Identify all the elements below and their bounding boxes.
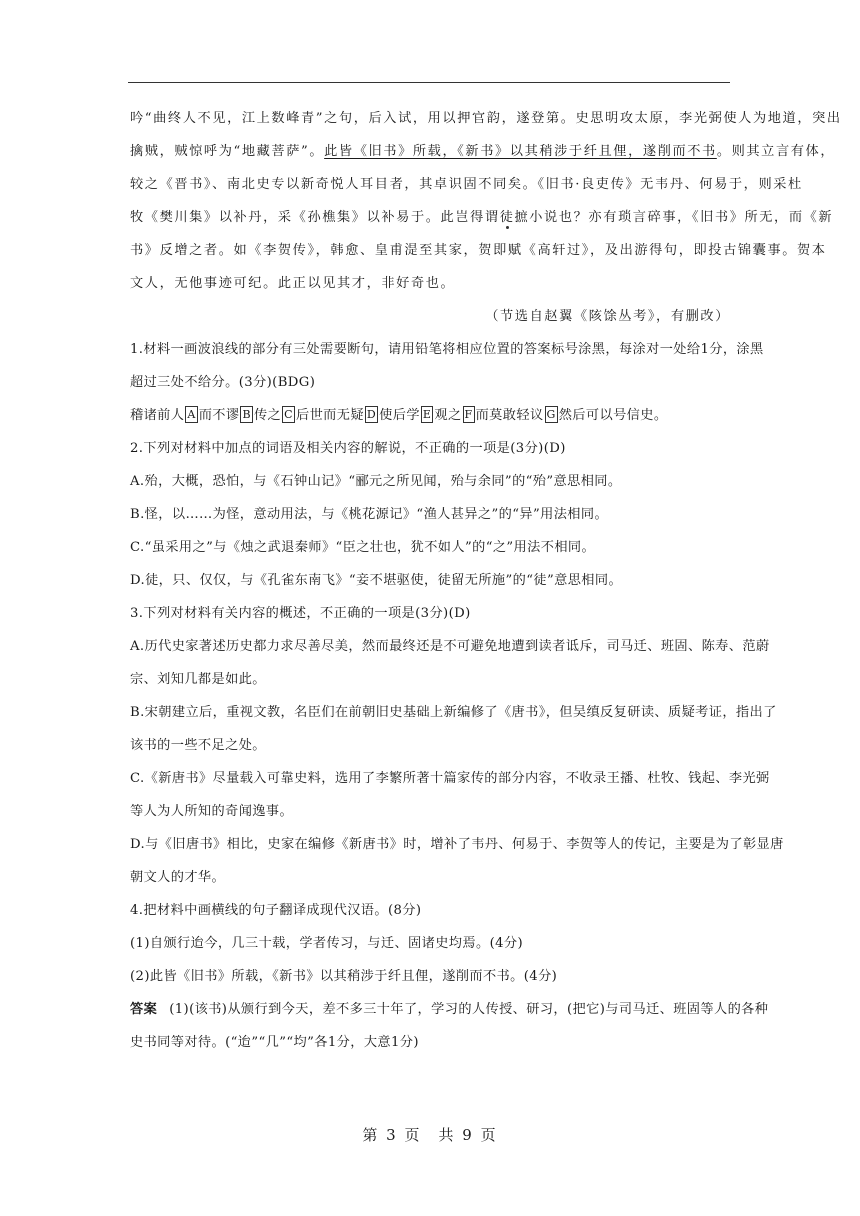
answer-box-d[interactable]: D	[366, 408, 377, 421]
translation-item-1: (1)自颁行迨今，几三十载，学者传习，与迁、固诸史均焉。(4分)	[130, 936, 524, 951]
question-4	[130, 894, 730, 993]
answer-label: 答案	[130, 1002, 158, 1017]
underlined-sentence: 此皆《旧书》所载，《新书》以其稍涉于纤且俚，遂削而不书	[324, 144, 717, 159]
question-stem: 4.把材料中画横线的句子翻译成现代汉语。(8分)	[130, 903, 422, 918]
passage-line: 吟“曲终人不见，江上数峰青”之句，后入试，用以押官韵，遂登第。史思明攻太原，李光弼使人为地道，突出	[130, 111, 842, 126]
segment: 稽诸前人	[130, 408, 185, 423]
passage	[130, 102, 842, 333]
option-a: A.殆，大概，恐怕，与《石钟山记》“郦元之所见闻，殆与余同”的“殆”意思相同。	[130, 474, 622, 489]
passage-line	[130, 201, 834, 234]
option-b: B.怪，以……为怪，意动用法，与《桃花源记》“渔人甚异之”的“异”用法相同。	[130, 507, 609, 522]
answer-box-g[interactable]: G	[546, 408, 556, 421]
answer-box-b[interactable]: B	[242, 408, 251, 421]
dotted-word: 徒	[499, 210, 515, 225]
passage-line: 较之《晋书》、南北史专以新奇悦人耳目者，其卓识固不同矣。《旧书·良吏传》无韦丹、何易于，则采杜	[130, 177, 803, 192]
option-b-cont: 该书的一些不足之处。	[130, 738, 266, 753]
answer-box-a[interactable]: A	[187, 408, 196, 421]
question-stem: 超过三处不给分。(3分)(BDG)	[130, 375, 316, 390]
answer-box-f[interactable]: F	[464, 408, 473, 421]
passage-text: 摭小说也？亦有琐言碎事，《旧书》所无，而《新	[514, 210, 834, 225]
segment: 后世而无疑	[295, 408, 364, 423]
source-citation: （节选自赵翼《陔馀丛考》，有删改）	[485, 309, 730, 324]
answer-line: 史书同等对待。(“迨”“几”“均”各1分，大意1分)	[130, 1035, 419, 1050]
passage-line: 书》反增之者。如《李贺传》，韩愈、皇甫湜至其家，贺即赋《高轩过》，及出游得句，即投古锦囊事。贺本	[130, 243, 827, 258]
option-c: C.“虽采用之”与《烛之武退秦师》“臣之壮也，犹不如人”的“之”用法不相同。	[130, 540, 596, 555]
answer-line	[130, 993, 769, 1026]
question-stem: 1.材料一画波浪线的部分有三处需要断句，请用铅笔将相应位置的答案标号涂黑，每涂对一处给1分，涂黑	[130, 342, 764, 357]
segment: 而不谬	[198, 408, 240, 423]
header-rule	[128, 82, 730, 83]
option-c: C.《新唐书》尽量载入可靠史料，选用了李繁所著十篇家传的部分内容，不收录王播、杜牧、钱起、李光弼	[130, 771, 770, 786]
passage-text: 擒贼，贼惊呼为“地藏菩萨”。	[130, 144, 325, 159]
segment: 观之	[434, 408, 462, 423]
option-a: A.历代史家著述历史都力求尽善尽美，然而最终还是不可避免地遭到读者诋斥，司马迁、班固、陈寿、范蔚	[130, 639, 770, 654]
punctuation-line	[130, 399, 730, 432]
segment: 然后可以号信史。	[558, 408, 668, 423]
segment: 而莫敢轻议	[475, 408, 544, 423]
translation-item-2: (2)此皆《旧书》所载，《新书》以其稍涉于纤且俚，遂削而不书。(4分)	[130, 969, 558, 984]
question-3	[130, 597, 784, 894]
question-1	[130, 333, 764, 432]
option-a-cont: 宗、刘知几都是如此。	[130, 672, 266, 687]
answer-text: (1)(该书)从颁行到今天，差不多三十年了，学习的人传授、研习，(把它)与司马迁、班固等人的各种	[169, 1002, 769, 1017]
option-d: D.徒，只、仅仅，与《孔雀东南飞》“妾不堪驱使，徒留无所施”的“徒”意思相同。	[130, 573, 623, 588]
option-c-cont: 等人为人所知的奇闻逸事。	[130, 804, 294, 819]
passage-text: 牧《樊川集》以补丹，采《孙樵集》以补易于。此岂得谓	[130, 210, 500, 225]
option-d: D.与《旧唐书》相比，史家在编修《新唐书》时，增补了韦丹、何易于、李贺等人的传记，主要是为了彰显唐	[130, 837, 784, 852]
question-stem: 2.下列对材料中加点的词语及相关内容的解说，不正确的一项是(3分)(D)	[130, 441, 566, 456]
passage-line: 文人，无他事迹可纪。此正以见其才，非好奇也。	[130, 276, 456, 291]
question-2	[130, 432, 730, 597]
answer-box-c[interactable]: C	[284, 408, 293, 421]
answer-block	[130, 993, 769, 1059]
passage-text: 。则其立言有体，	[716, 144, 836, 159]
option-b: B.宋朝建立后，重视文教，名臣们在前朝旧史基础上新编修了《唐书》，但吴缜反复研读、质疑考证，指出了	[130, 705, 777, 720]
page-footer: 第 3 页 共 9 页	[362, 1126, 498, 1144]
passage-line	[130, 135, 836, 168]
answer-box-e[interactable]: E	[422, 408, 432, 421]
segment: 使后学	[379, 408, 420, 423]
segment: 传之	[253, 408, 282, 423]
question-stem: 3.下列对材料有关内容的概述，不正确的一项是(3分)(D)	[130, 606, 471, 621]
option-d-cont: 朝文人的才华。	[130, 870, 226, 885]
document-page	[130, 102, 842, 1059]
